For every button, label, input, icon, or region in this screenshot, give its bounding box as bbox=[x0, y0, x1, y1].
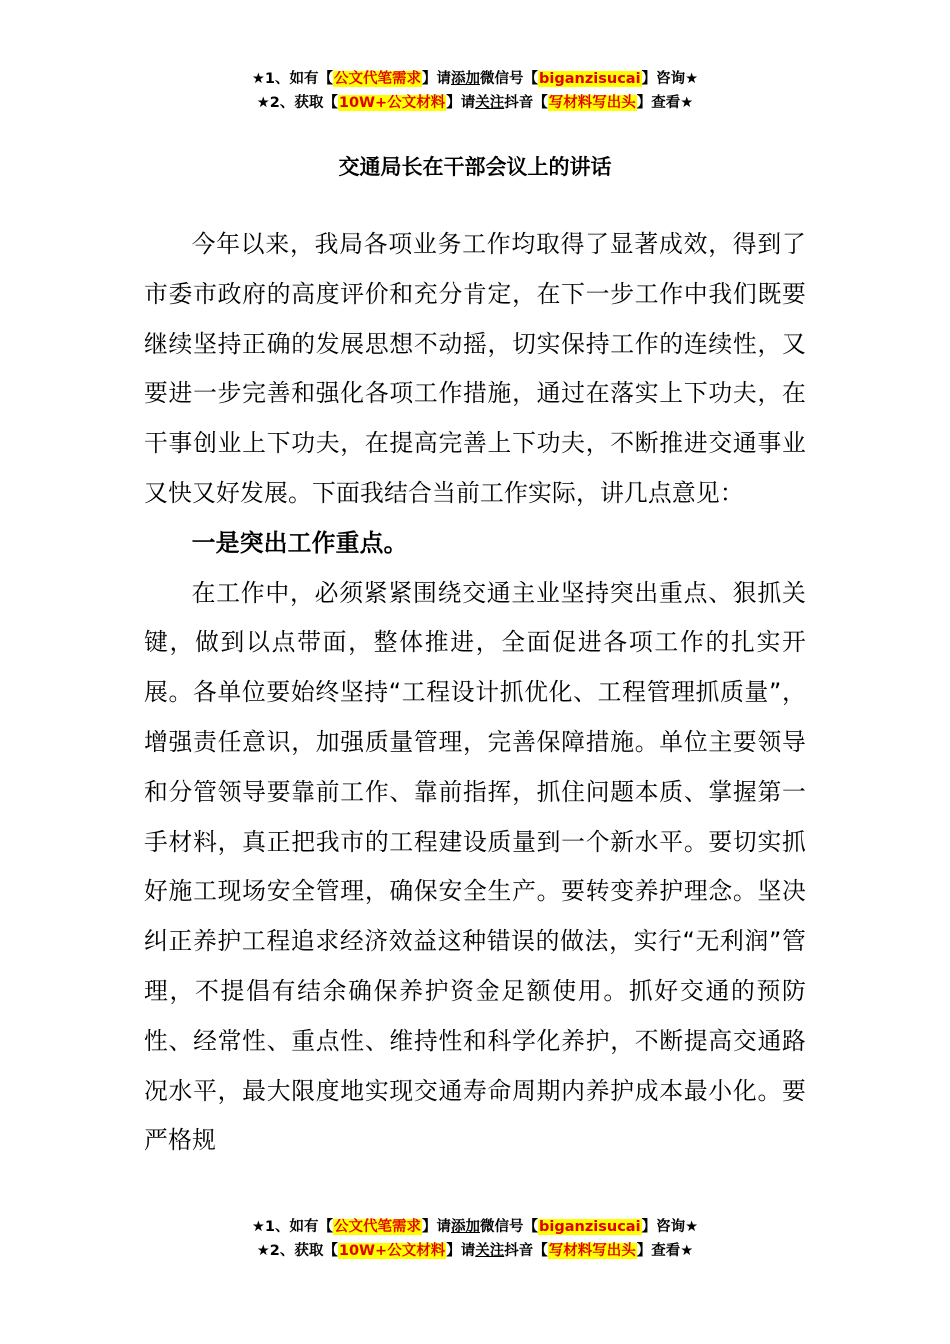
document-title: 交通局长在干部会议上的讲话 bbox=[338, 155, 612, 179]
banner-text: ★2、获取【 bbox=[256, 1243, 338, 1259]
banner-highlight: biganzisucai bbox=[539, 1219, 641, 1235]
banner-underlined: 添加 bbox=[451, 1219, 481, 1235]
banner-text: ★1、如有【 bbox=[251, 71, 334, 87]
banner-text: 微信号【 bbox=[480, 71, 539, 87]
footer-banner bbox=[0, 1215, 950, 1263]
banner-highlight: 10W+公文材料 bbox=[338, 1243, 446, 1259]
banner-line-1 bbox=[0, 1215, 950, 1239]
banner-line-1 bbox=[0, 67, 950, 91]
header-banner bbox=[0, 67, 950, 115]
banner-highlight: biganzisucai bbox=[539, 71, 641, 87]
banner-underlined: 关注 bbox=[475, 1243, 505, 1259]
body-paragraph: 今年以来，我局各项业务工作均取得了显著成效，得到了市委市政府的高度评价和充分肯定，在下一步工作中我们既要继续坚持正确的发展思想不动摇，切实保持工作的连续性，又要进一步完善和强化各项工作措施，通过在落实上下功夫，在干事创业上下功夫，在提高完善上下功夫，不断推进交通事业又快又好发展。下面我结合当前工作实际，讲几点意见： bbox=[144, 230, 806, 507]
banner-text: 微信号【 bbox=[480, 1219, 539, 1235]
banner-text: 抖音【 bbox=[504, 1243, 548, 1259]
banner-text: 抖音【 bbox=[504, 95, 548, 111]
banner-text: ★1、如有【 bbox=[251, 1219, 334, 1235]
banner-highlight: 写材料写出头 bbox=[548, 95, 636, 111]
banner-text: ★2、获取【 bbox=[256, 95, 338, 111]
banner-highlight: 公文代笔需求 bbox=[334, 71, 422, 87]
banner-text: 】查看★ bbox=[636, 1243, 694, 1259]
document-body bbox=[144, 220, 806, 1166]
banner-text: 】请 bbox=[422, 71, 452, 87]
banner-line-2 bbox=[0, 1239, 950, 1263]
banner-highlight: 10W+公文材料 bbox=[338, 95, 446, 111]
banner-text: 】查看★ bbox=[636, 95, 694, 111]
banner-highlight: 写材料写出头 bbox=[548, 1243, 636, 1259]
body-paragraph: 在工作中，必须紧紧围绕交通主业坚持突出重点、狠抓关键，做到以点带面，整体推进，全面促进各项工作的扎实开展。各单位要始终坚持“工程设计抓优化、工程管理抓质量”，增强责任意识，加强质量管理，完善保障措施。单位主要领导和分管领导要靠前工作、靠前指挥，抓住问题本质、掌握第一手材料，真正把我市的工程建设质量到一个新水平。要切实抓好施工现场安全管理，确保安全生产。要转变养护理念。坚决纠正养护工程追求经济效益这种错误的做法，实行“无利润”管理，不提倡有结余确保养护资金足额使用。抓好交通的预防性、经常性、重点性、维持性和科学化养护，不断提高交通路况水平，最大限度地实现交通寿命周期内养护成本最小化。要严格规 bbox=[144, 578, 806, 1155]
banner-underlined: 关注 bbox=[475, 95, 505, 111]
banner-text: 】咨询★ bbox=[641, 1219, 699, 1235]
banner-text: 】请 bbox=[446, 95, 476, 111]
banner-underlined: 添加 bbox=[451, 71, 481, 87]
banner-text: 】咨询★ bbox=[641, 71, 699, 87]
banner-text: 】请 bbox=[446, 1243, 476, 1259]
banner-line-2 bbox=[0, 91, 950, 115]
section-heading: 一是突出工作重点。 bbox=[191, 528, 408, 557]
banner-text: 】请 bbox=[422, 1219, 452, 1235]
banner-highlight: 公文代笔需求 bbox=[334, 1219, 422, 1235]
